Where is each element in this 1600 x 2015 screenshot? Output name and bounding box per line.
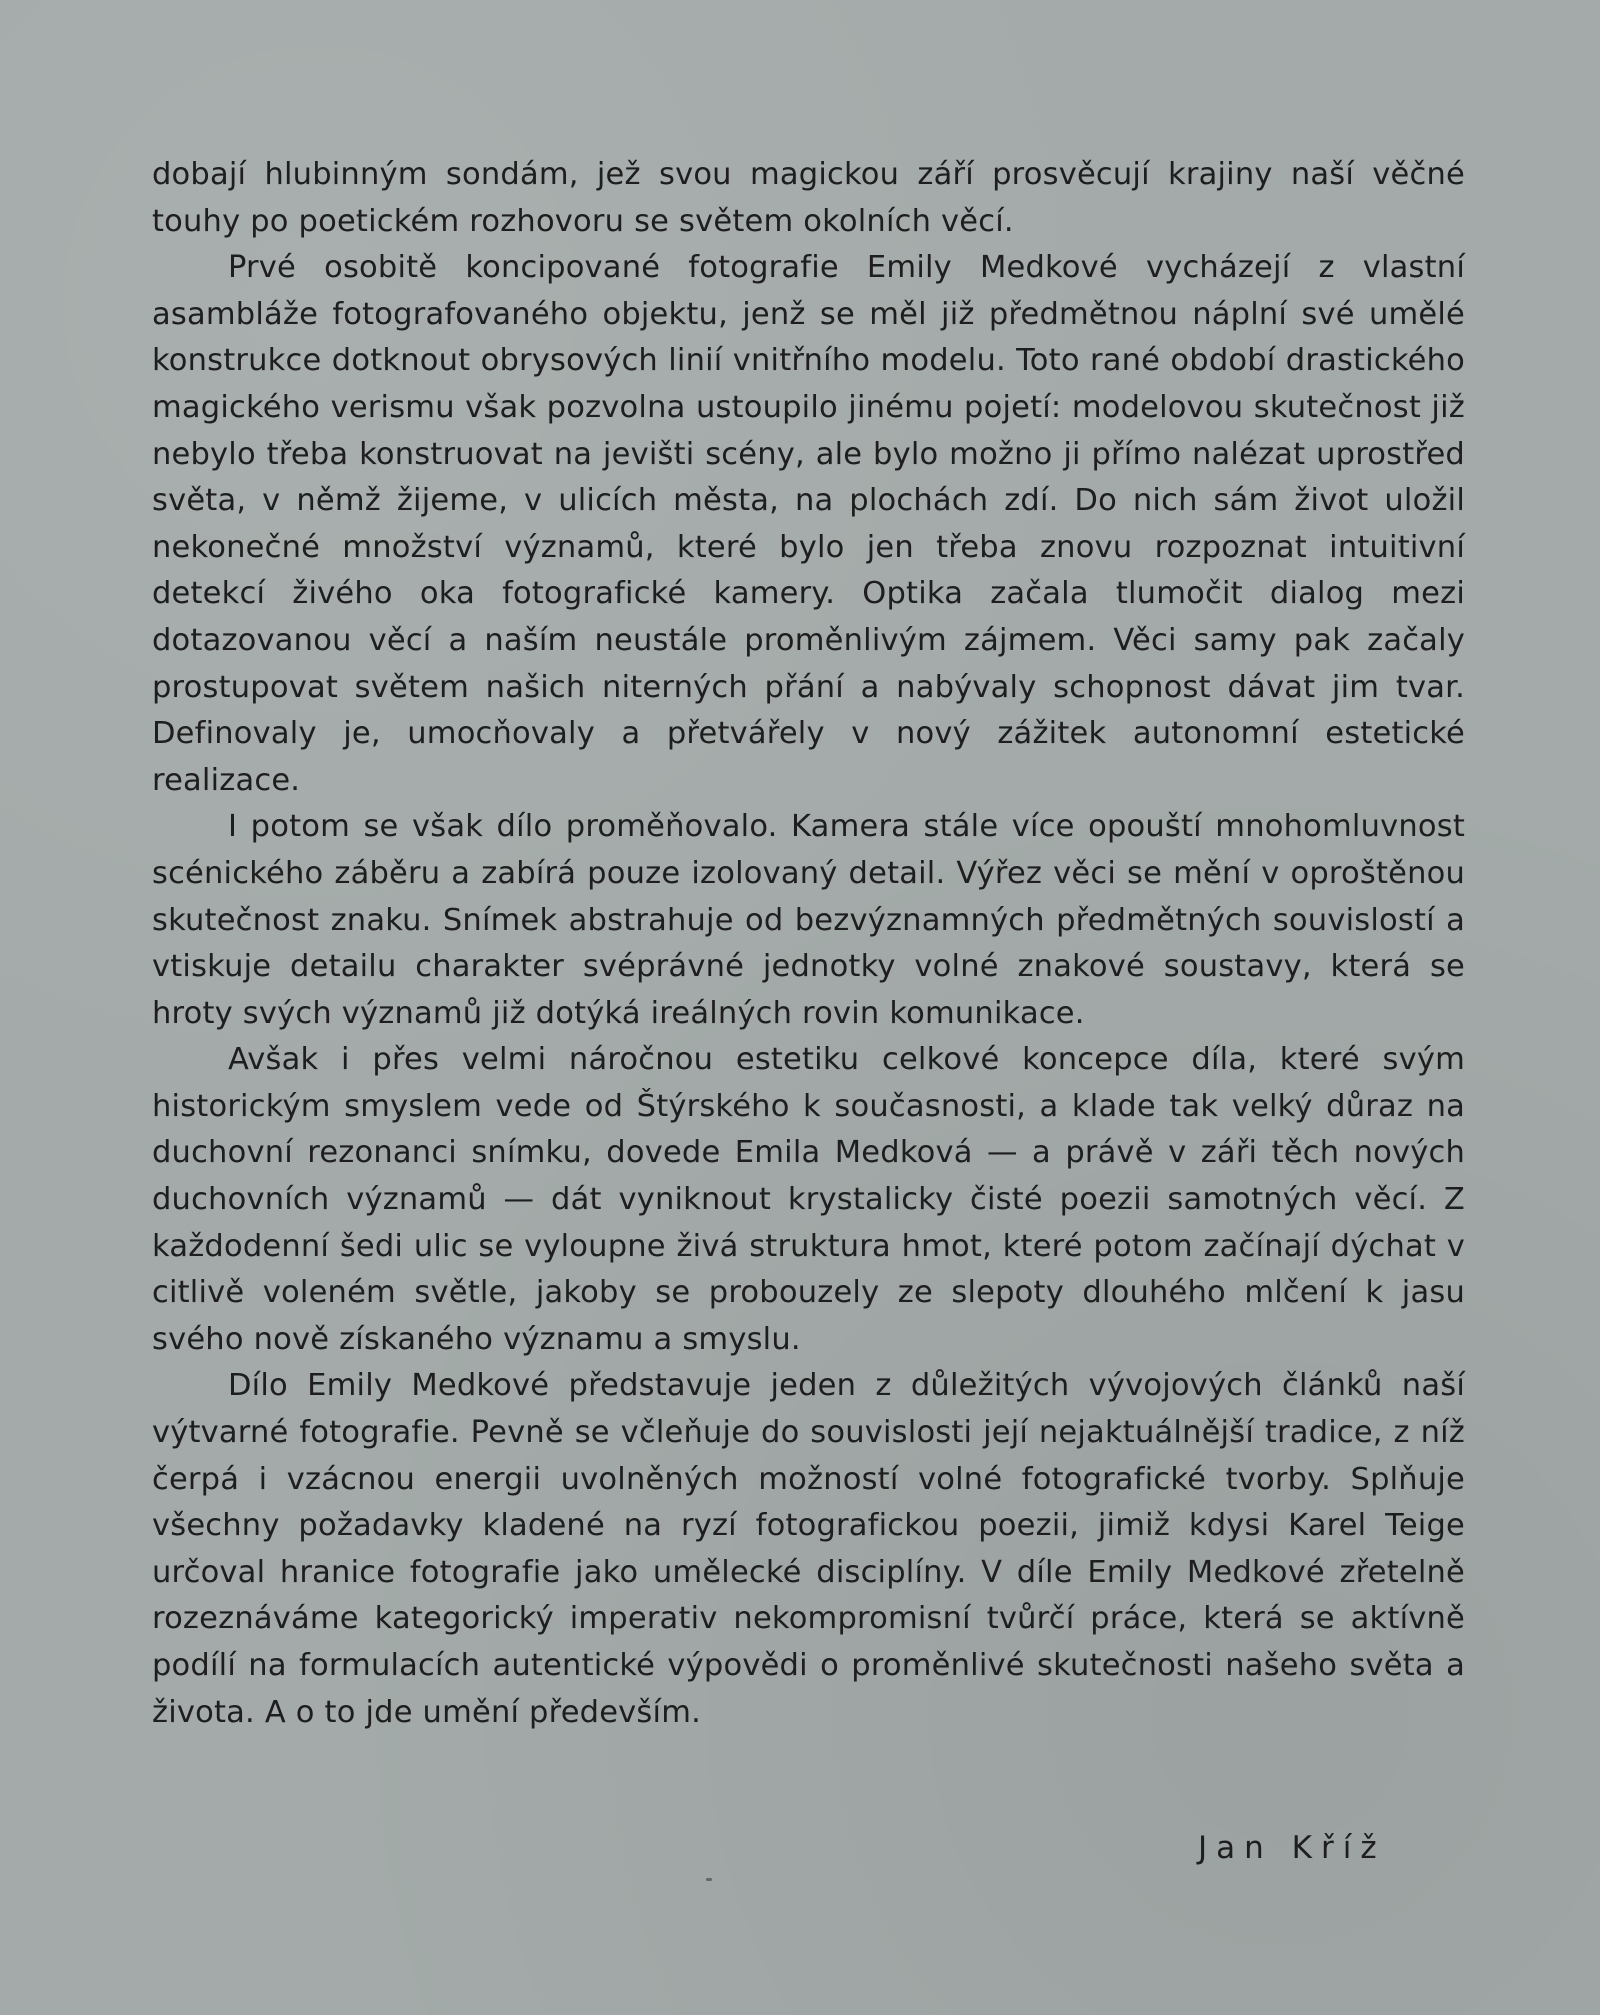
paragraph-4: Avšak i přes velmi náročnou estetiku celkové koncepce díla, které svým historickým smyslem vede od Štýrského k současnosti, a klade tak velký důraz na duchovní rezonanci snímku, dovede Emila Medková — a právě v záři těch nových duchovních významů — dát vyniknout krystalicky čisté poezii samotných věcí. Z každodenní šedi ulic se vyloupne živá struktura hmot, které potom začínají dýchat v citlivě voleném světle, jakoby se probouzely ze slepoty dlouhého mlčení k jasu svého nově získaného významu a smyslu.: [152, 1042, 1465, 1357]
paragraph-1: dobají hlubinným sondám, jež svou magickou září prosvěcují krajiny naší věčné touhy po poetickém rozhovoru se světem okolních věcí.: [152, 157, 1465, 239]
paper-speck: [706, 1878, 712, 1881]
paragraph-5: Dílo Emily Medkové představuje jeden z důležitých vývojových článků naší výtvarné fotografie. Pevně se včleňuje do souvislosti její nejaktuálnější tradice, z níž čerpá i vzácnou energii uvolněných možností volné fotografické tvorby. Splňuje všechny požadavky kladené na ryzí fotografickou poezii, jimiž kdysi Karel Teige určoval hranice fotografie jako umělecké disciplíny. V díle Emily Medkové zřetelně rozeznáváme kategorický imperativ nekompromisní tvůrčí práce, která se aktívně podílí na formulacích autentické výpovědi o proměnlivé skutečnosti našeho světa a života. A o to jde umění především.: [152, 1368, 1465, 1730]
paragraph-3: I potom se však dílo proměňovalo. Kamera stále více opouští mnohomluvnost scénického záběru a zabírá pouze izolovaný detail. Výřez věci se mění v oproštěnou skutečnost znaku. Snímek abstrahuje od bezvýznamných předmětných souvislostí a vtiskuje detailu charakter svéprávné jednotky volné znakové soustavy, která se hroty svých významů již dotýká ireálných rovin komunikace.: [152, 809, 1465, 1031]
paragraph-2: Prvé osobitě koncipované fotografie Emily Medkové vycházejí z vlastní asambláže fotografovaného objektu, jenž se měl již předmětnou náplní své umělé konstrukce dotknout obrysových linií vnitřního modelu. Toto rané období drastického magického verismu však pozvolna ustoupilo jinému pojetí: modelovou skutečnost již nebylo třeba konstruovat na jevišti scény, ale bylo možno ji přímo nalézat uprostřed světa, v němž žijeme, v ulicích města, na plochách zdí. Do nich sám život uložil nekonečné množství významů, které bylo jen třeba znovu rozpoznat intuitivní detekcí živého oka fotografické kamery. Optika začala tlumočit dialog mezi dotazovanou věcí a naším neustále proměnlivým zájmem. Věci samy pak začaly prostupovat světem našich niterných přání a nabývaly schopnost dávat jim tvar. Definovaly je, umocňovaly a přetvářely v nový zážitek autonomní estetické realizace.: [152, 250, 1465, 798]
author-signature: Jan Kříž: [1198, 1830, 1386, 1866]
article-body: [152, 152, 1465, 1736]
